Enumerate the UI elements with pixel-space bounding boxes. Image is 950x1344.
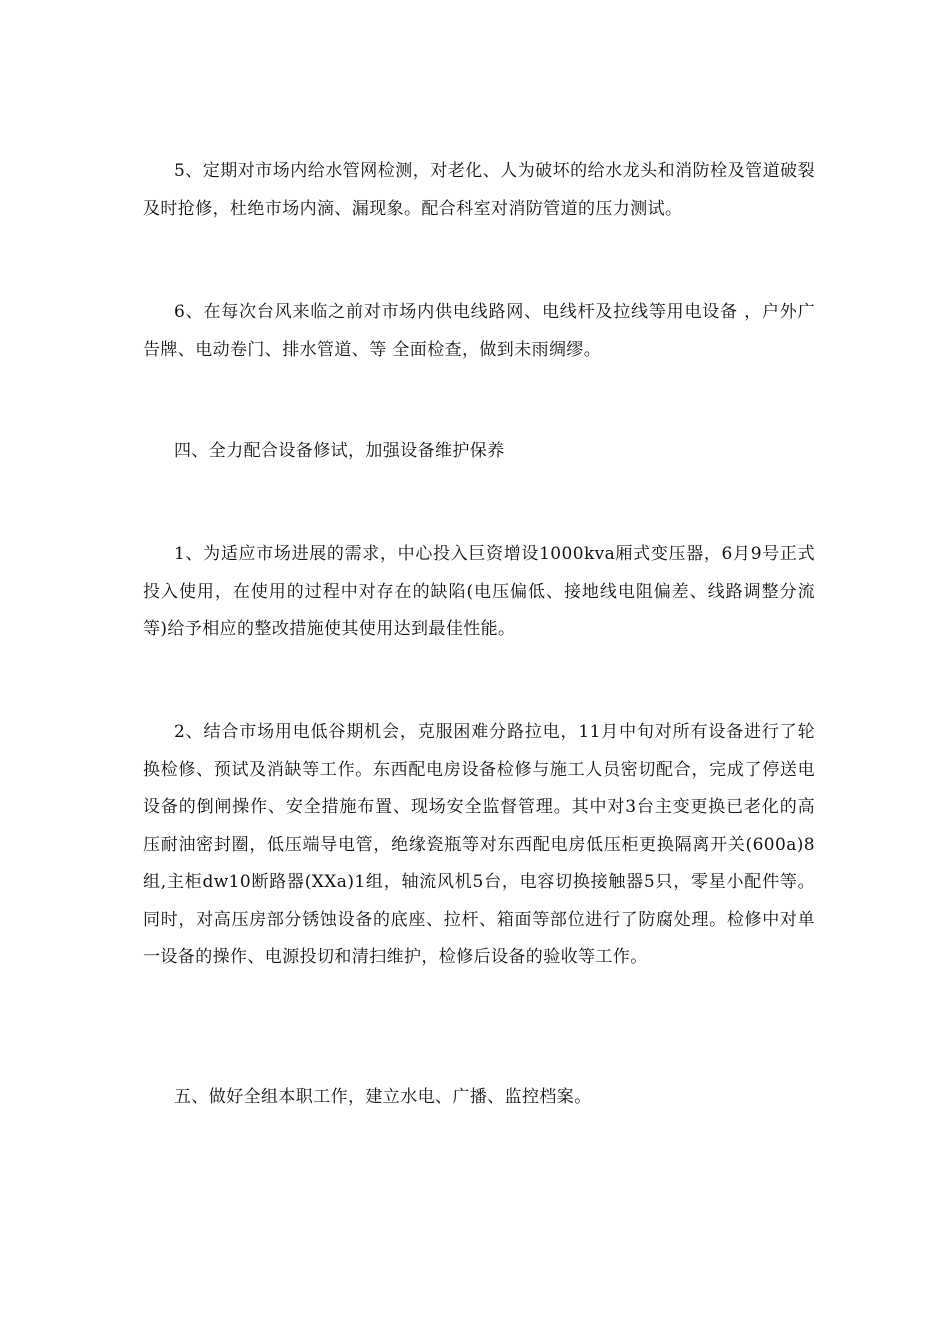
paragraph-item-6: 6、在每次台风来临之前对市场内供电线路网、电线杆及拉线等用电设备 ，户外广告牌、电动卷门、排水管道、等 全面检查，做到未雨绸缪。 <box>143 302 815 360</box>
section-heading-4: 四、全力配合设备修试，加强设备维护保养 <box>174 441 505 461</box>
paragraph-item-5: 5、定期对市场内给水管网检测，对老化、人为破坏的给水龙头和消防栓及管道破裂及时抢修，杜绝市场内滴、漏现象。配合科室对消防管道的压力测试。 <box>143 161 815 219</box>
paragraph-item-1: 1、为适应市场进展的需求，中心投入巨资增设1000kva厢式变压器，6月9号正式投入使用，在使用的过程中对存在的缺陷(电压偏低、接地线电阻偏差、线路调整分流等)给予相应的整改措施使其使用达到最佳性能。 <box>143 544 815 639</box>
paragraph-item-2: 2、结合市场用电低谷期机会，克服困难分路拉电，11月中旬对所有设备进行了轮换检修、预试及消缺等工作。东西配电房设备检修与施工人员密切配合，完成了停送电设备的倒闸操作、安全措施布置、现场安全监督管理。其中对3台主变更换已老化的高压耐油密封圈，低压端导电管，绝缘瓷瓶等对东西配电房低压柜更换隔离开关(600a)8组,主柜dw10断路器(XXa)1组，轴流风机5台，电容切换接触器5只，零星小配件等。同时，对高压房部分锈蚀设备的底座、拉杆、箱面等部位进行了防腐处理。检修中对单一设备的操作、电源投切和清扫维护，检修后设备的验收等工作。 <box>143 722 815 967</box>
section-heading-5: 五、做好全组本职工作，建立水电、广播、监控档案。 <box>174 1087 592 1107</box>
